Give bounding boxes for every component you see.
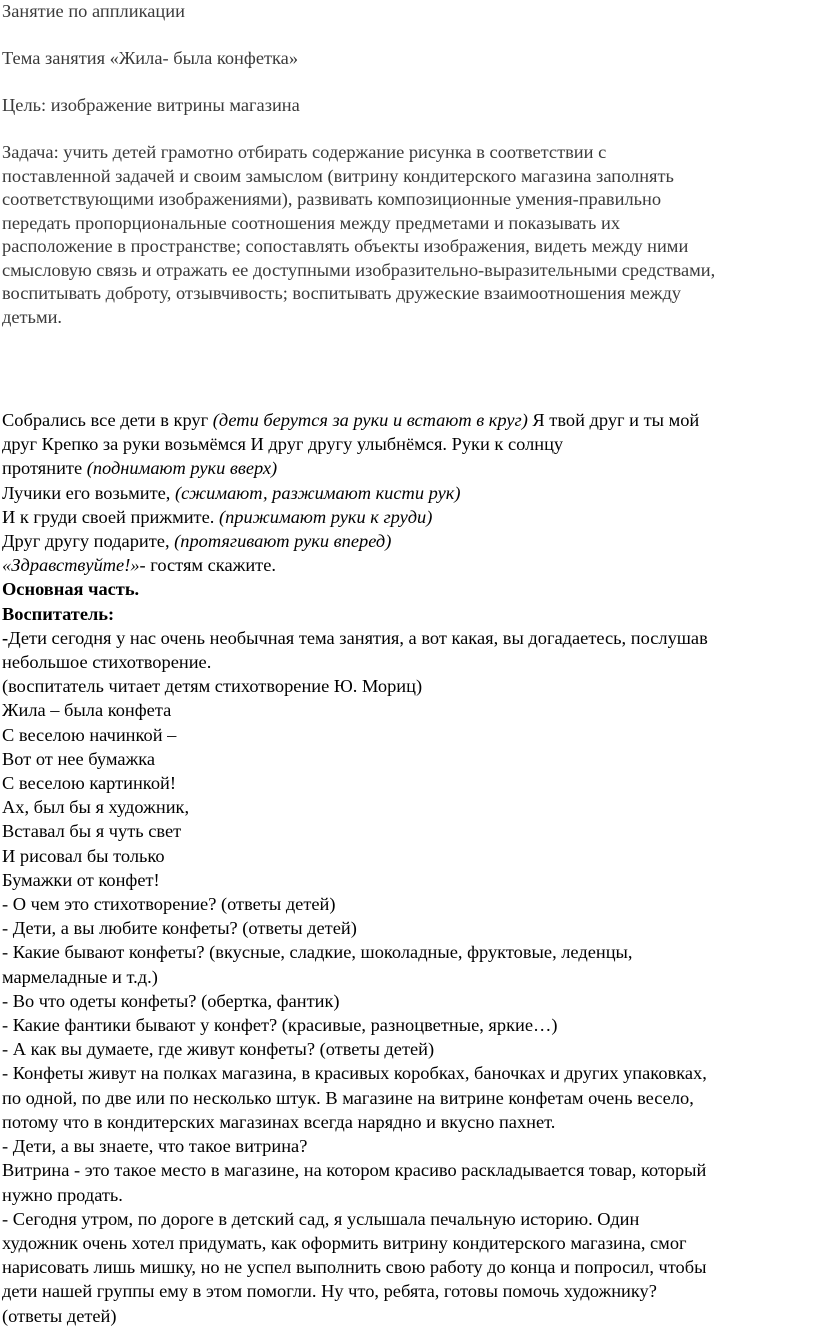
task-line: смысловую связь и отражать ее доступными изобразительно-выразительными средствами, (2, 259, 716, 280)
warmup-line: Собрались все дети в круг (дети берутся за руки и встают в круг) Я твой друг и ты мой (2, 410, 700, 430)
poem-line: С веселою начинкой – (2, 724, 177, 745)
body-line: - О чем это стихотворение? (ответы детей) (2, 894, 336, 915)
body-line: потому что в кондитерских магазинах всегда нарядно и вкусно пахнет. (2, 1111, 556, 1132)
poem-line: Бумажки от конфет! (2, 869, 160, 890)
body-line: художник очень хотел придумать, как оформить витрину кондитерского магазина, смог (2, 1232, 687, 1253)
body-line: нарисовать лишь мишку, но не успел выполнить свою работу до конца и попросил, чтобы (2, 1257, 707, 1278)
warmup-line: протяните (поднимают руки вверх) (2, 458, 278, 479)
poem-line: Жила – была конфета (2, 700, 172, 721)
body-line: (ответы детей) (2, 1305, 117, 1326)
body-line: -Дети сегодня у нас очень необычная тема занятия, а вот какая, вы догадаетесь, послушав (2, 627, 708, 648)
warmup-line: И к груди своей прижмите. (прижимают руки к груди) (2, 506, 433, 527)
body-line: - Дети, а вы любите конфеты? (ответы детей) (2, 918, 357, 939)
body-line: - А как вы думаете, где живут конфеты? (ответы детей) (2, 1039, 435, 1060)
lesson-goal: Цель: изображение витрины магазина (2, 95, 300, 115)
warmup-section (2, 408, 814, 577)
body-line: нужно продать. (2, 1184, 123, 1205)
body-line: Витрина - это такое место в магазине, на котором красиво раскладывается товар, который (2, 1160, 707, 1181)
body-line: - Во что одеты конфеты? (обертка, фантик) (2, 990, 340, 1011)
teacher-heading: Воспитатель: (2, 603, 115, 624)
main-part-heading: Основная часть. (2, 579, 140, 600)
task-line: передать пропорциональные соотношения между предметами и показывать их (2, 212, 621, 233)
body-line: небольшое стихотворение. (2, 652, 212, 673)
warmup-line: Друг другу подарите, (протягивают руки вперед) (2, 531, 392, 552)
lesson-theme: Тема занятия «Жила- была конфетка» (2, 48, 299, 68)
task-line: : учить детей грамотно отбирать содержание рисунка в соответствии с (53, 142, 607, 162)
body-line: дети нашей группы ему в этом помогли. Ну что, ребята, готовы помочь художнику? (2, 1281, 657, 1302)
task-line: детьми. (2, 306, 63, 327)
warmup-line: друг Крепко за руки возьмёмся И друг другу улыбнёмся. Руки к солнцу (2, 434, 564, 455)
lesson-dialogue (2, 626, 814, 1328)
body-line: (воспитатель читает детям стихотворение Ю. Мориц) (2, 676, 423, 697)
body-line: мармеладные и т.д.) (2, 966, 158, 987)
lesson-header (2, 0, 814, 329)
task-line: соответствующими изображениями), развивать композиционные умения-правильно (2, 189, 662, 209)
warmup-line: «Здравствуйте!»- гостям скажите. (2, 555, 276, 576)
body-line: - Дети, а вы знаете, что такое витрина? (2, 1136, 308, 1157)
poem-line: Ах, был бы я художник, (2, 797, 190, 818)
poem-line: Вот от нее бумажка (2, 748, 156, 769)
body-line: - Конфеты живут на полках магазина, в красивых коробках, баночках и других упаковках, (2, 1063, 707, 1084)
lesson-title: Занятие по аппликации (2, 1, 185, 21)
task-label: Задача (2, 142, 54, 162)
body-line: - Какие фантики бывают у конфет? (красивые, разноцветные, яркие…) (2, 1015, 558, 1036)
warmup-line: Лучики его возьмите, (сжимают, разжимают кисти рук) (2, 482, 461, 503)
poem-line: С веселою картинкой! (2, 773, 176, 794)
body-line: - Какие бывают конфеты? (вкусные, сладкие, шоколадные, фруктовые, леденцы, (2, 942, 633, 963)
poem-line: Вставал бы я чуть свет (2, 821, 182, 842)
lesson-task (2, 141, 814, 329)
task-line: поставленной задачей и своим замыслом (витрину кондитерского магазина заполнять (2, 165, 674, 186)
body-line: по одной, по две или по несколько штук. В магазине на витрине конфетам очень весело, (2, 1087, 694, 1108)
poem-line: И рисовал бы только (2, 845, 165, 866)
task-line: воспитывать доброту, отзывчивость; воспитывать дружеские взаимоотношения между (2, 283, 681, 303)
body-line: - Сегодня утром, по дороге в детский сад, я услышала печальную историю. Один (2, 1208, 640, 1229)
task-line: расположение в пространстве; сопоставлять объекты изображения, видеть между ними (2, 236, 689, 256)
lesson-body (2, 408, 814, 1328)
